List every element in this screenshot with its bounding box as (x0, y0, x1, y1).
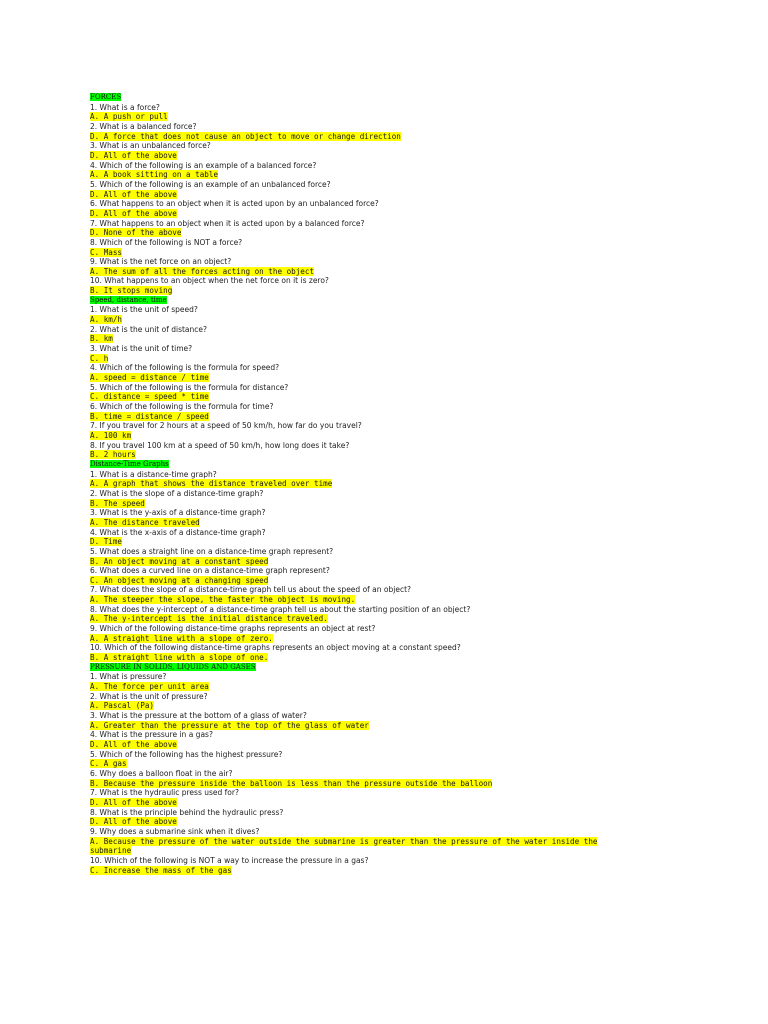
answer-highlight: B. Because the pressure inside the balloon is less than the pressure outside the balloon (90, 778, 493, 788)
question-text: 1. What is pressure? (90, 672, 167, 682)
question-line (90, 344, 650, 354)
answer-line (90, 837, 638, 856)
question-line (90, 219, 650, 229)
answer-line (90, 132, 650, 142)
answer-line (90, 412, 650, 422)
answer-highlight: C. Increase the mass of the gas (90, 865, 232, 875)
answer-highlight: C. distance = speed * time (90, 392, 209, 402)
answer-highlight: A. Because the pressure of the water outside the submarine is greater than the pressure of the water inside the submarine (90, 836, 598, 856)
question-text: 1. What is a force? (90, 102, 160, 112)
answer-line (90, 866, 650, 876)
answer-highlight: A. Pascal (Pa) (90, 701, 155, 711)
answer-highlight: A. A straight line with a slope of zero. (90, 633, 273, 643)
question-line (90, 624, 650, 634)
answer-highlight: C. An object moving at a changing speed (90, 575, 269, 585)
answer-line (90, 798, 650, 808)
answer-highlight: B. A straight line with a slope of one. (90, 653, 269, 663)
answer-highlight: C. A gas (90, 759, 127, 769)
answer-line (90, 373, 650, 383)
question-line (90, 363, 650, 373)
question-text: 1. What is a distance-time graph? (90, 469, 217, 479)
answer-highlight: B. 2 hours (90, 450, 136, 460)
answer-line (90, 634, 650, 644)
answer-line (90, 721, 650, 731)
section-heading (90, 663, 650, 673)
answer-highlight: B. An object moving at a constant speed (90, 556, 269, 566)
question-line (90, 605, 650, 615)
question-line (90, 199, 650, 209)
question-text: 8. If you travel 100 km at a speed of 50 km/h, how long does it take? (90, 440, 350, 450)
question-line (90, 672, 650, 682)
answer-line (90, 518, 650, 528)
answer-line (90, 682, 650, 692)
question-text: 3. What is the unit of time? (90, 344, 193, 354)
answer-highlight: D. All of the above (90, 208, 177, 218)
question-line (90, 711, 650, 721)
question-line (90, 383, 650, 393)
question-text: 3. What is the y-axis of a distance-time graph? (90, 508, 266, 518)
section-heading (90, 93, 650, 103)
question-text: 6. What does a curved line on a distance-time graph represent? (90, 566, 330, 576)
answer-line (90, 267, 650, 277)
question-text: 7. What happens to an object when it is acted upon by a balanced force? (90, 218, 365, 228)
answer-line (90, 759, 650, 769)
answer-highlight: D. All of the above (90, 797, 177, 807)
question-text: 2. What is the unit of distance? (90, 324, 207, 334)
answer-line (90, 209, 650, 219)
question-text: 6. Which of the following is the formula for time? (90, 402, 274, 411)
question-line (90, 402, 650, 412)
question-text: 3. What is an unbalanced force? (90, 141, 211, 151)
answer-line (90, 576, 650, 586)
question-line (90, 750, 650, 760)
answer-highlight: A. A graph that shows the distance traveled over time (90, 479, 333, 489)
question-text: 8. What does the y-intercept of a distance-time graph tell us about the starting position of an object? (90, 604, 471, 614)
question-text: 7. What is the hydraulic press used for? (90, 788, 239, 798)
question-text: 5. What does a straight line on a distance-time graph represent? (90, 546, 334, 556)
answer-line (90, 334, 650, 344)
answer-highlight: A. A push or pull (90, 112, 168, 122)
question-text: 5. Which of the following is an example of an unbalanced force? (90, 179, 331, 189)
answer-highlight: A. speed = distance / time (90, 373, 209, 383)
answer-highlight: C. h (90, 353, 109, 363)
question-line (90, 730, 650, 740)
question-text: 4. Which of the following is the formula for speed? (90, 363, 280, 373)
question-text: 6. What happens to an object when it is acted upon by an unbalanced force? (90, 199, 379, 209)
section-heading-text: Speed, distance, time (90, 295, 167, 304)
question-text: 2. What is the unit of pressure? (90, 691, 208, 701)
question-line (90, 325, 650, 335)
question-line (90, 441, 650, 451)
answer-line (90, 392, 650, 402)
question-text: 3. What is the pressure at the bottom of a glass of water? (90, 711, 307, 720)
question-text: 8. What is the principle behind the hydraulic press? (90, 807, 284, 817)
answer-highlight: D. A force that does not cause an object to move or change direction (90, 131, 401, 141)
answer-line (90, 499, 650, 509)
answer-line (90, 557, 650, 567)
question-text: 10. Which of the following is NOT a way to increase the pressure in a gas? (90, 855, 369, 865)
question-line (90, 643, 650, 653)
question-text: 7. If you travel for 2 hours at a speed of 50 km/h, how far do you travel? (90, 421, 362, 431)
answer-line (90, 614, 650, 624)
question-line (90, 161, 650, 171)
answer-line (90, 537, 650, 547)
section-heading-text: FORCES (90, 93, 122, 101)
question-line (90, 827, 650, 837)
answer-line (90, 151, 650, 161)
question-line (90, 692, 650, 702)
question-line (90, 769, 650, 779)
question-line (90, 257, 650, 267)
answer-line (90, 479, 650, 489)
question-text: 9. Why does a submarine sink when it dives? (90, 826, 260, 836)
question-text: 4. What is the pressure in a gas? (90, 730, 213, 740)
question-line (90, 528, 650, 538)
question-text: 5. Which of the following has the highest pressure? (90, 749, 283, 759)
question-line (90, 508, 650, 518)
section-heading (90, 296, 650, 306)
answer-highlight: A. The distance traveled (90, 517, 200, 527)
answer-line (90, 248, 650, 258)
question-line (90, 305, 650, 315)
answer-line (90, 595, 650, 605)
answer-line (90, 817, 650, 827)
answer-highlight: B. The speed (90, 498, 145, 508)
answer-highlight: A. The steeper the slope, the faster the object is moving. (90, 595, 356, 605)
answer-highlight: D. None of the above (90, 228, 182, 238)
answer-line (90, 653, 650, 663)
question-line (90, 566, 650, 576)
question-line (90, 856, 650, 866)
question-line (90, 489, 650, 499)
document-body (90, 93, 650, 875)
answer-line (90, 190, 650, 200)
question-line (90, 103, 650, 113)
section-heading-text: Distance-Time Graphs (90, 459, 169, 468)
question-text: 6. Why does a balloon float in the air? (90, 768, 233, 778)
question-line (90, 808, 650, 818)
answer-highlight: D. Time (90, 537, 123, 547)
question-line (90, 547, 650, 557)
question-line (90, 276, 650, 286)
answer-highlight: B. time = distance / speed (90, 411, 209, 421)
section-heading-text: PRESSURE IN SOLIDS, LIQUIDS AND GASES (90, 662, 256, 671)
question-text: 1. What is the unit of speed? (90, 305, 198, 315)
question-line (90, 585, 650, 595)
answer-highlight: A. The sum of all the forces acting on the object (90, 266, 315, 276)
answer-highlight: D. All of the above (90, 189, 177, 199)
answer-highlight: A. 100 km (90, 430, 132, 440)
question-text: 9. Which of the following distance-time graphs represents an object at rest? (90, 624, 376, 634)
answer-line (90, 779, 650, 789)
answer-highlight: C. Mass (90, 247, 123, 257)
question-line (90, 788, 650, 798)
section-heading (90, 460, 650, 470)
question-line (90, 238, 650, 248)
answer-highlight: A. km/h (90, 315, 123, 325)
question-text: 2. What is the slope of a distance-time graph? (90, 488, 264, 498)
answer-line (90, 354, 650, 364)
question-line (90, 470, 650, 480)
answer-highlight: A. The y-intercept is the initial distance traveled. (90, 614, 328, 624)
answer-line (90, 315, 650, 325)
answer-highlight: B. km (90, 334, 113, 344)
question-text: 4. What is the x-axis of a distance-time graph? (90, 527, 266, 537)
answer-line (90, 228, 650, 238)
question-line (90, 421, 650, 431)
question-text: 7. What does the slope of a distance-time graph tell us about the speed of an object? (90, 585, 412, 595)
answer-highlight: D. All of the above (90, 150, 177, 160)
answer-line (90, 740, 650, 750)
question-line (90, 180, 650, 190)
question-line (90, 141, 650, 151)
answer-line (90, 431, 650, 441)
question-line (90, 122, 650, 132)
answer-highlight: A. Greater than the pressure at the top of the glass of water (90, 720, 369, 730)
answer-highlight: B. It stops moving (90, 286, 173, 296)
question-text: 4. Which of the following is an example of a balanced force? (90, 160, 317, 170)
question-text: 9. What is the net force on an object? (90, 257, 232, 267)
answer-line (90, 450, 650, 460)
question-text: 10. What happens to an object when the net force on it is zero? (90, 276, 329, 286)
question-text: 2. What is a balanced force? (90, 121, 197, 131)
answer-highlight: D. All of the above (90, 817, 177, 827)
question-text: 5. Which of the following is the formula for distance? (90, 382, 289, 392)
question-text: 8. Which of the following is NOT a force? (90, 237, 243, 247)
question-text: 10. Which of the following distance-time graphs represents an object moving at a constant speed? (90, 643, 461, 653)
answer-line (90, 112, 650, 122)
answer-line (90, 701, 650, 711)
answer-line (90, 286, 650, 296)
answer-highlight: A. The force per unit area (90, 682, 209, 692)
answer-highlight: A. A book sitting on a table (90, 170, 219, 180)
answer-line (90, 170, 650, 180)
answer-highlight: D. All of the above (90, 739, 177, 749)
